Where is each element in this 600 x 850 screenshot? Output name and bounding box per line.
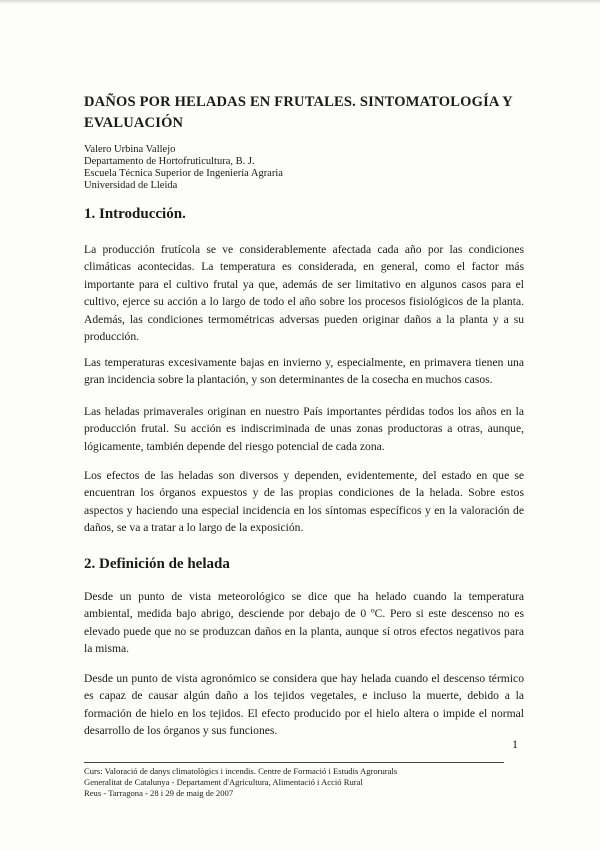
definition-paragraph-2: Desde un punto de vista agronómico se considera que hay helada cuando el descenso térmico es capaz de causar algún daño a los tejidos vegetales, e incluso la muerte, debido a la formación de hielo en los tejidos. El efecto producido por el hielo altera o impide el normal desarrollo de los órganos y sus funciones. [84, 672, 524, 738]
section-heading-introduction: 1. Introducción. [84, 206, 186, 222]
scan-edge [0, 0, 600, 4]
intro-paragraph-3: Las heladas primaverales originan en nuestro País importantes pérdidas todos los años en la producción frutal. Su acción es indiscriminada de unas zonas productoras a otras, aunque, lógicamente, también depende del riesgo potencial de cada zona. [84, 405, 524, 453]
footer-divider [84, 762, 504, 763]
section-heading-definition: 2. Definición de helada [84, 556, 230, 572]
page-number: 1 [512, 737, 518, 751]
intro-paragraph-2: Las temperaturas excesivamente bajas en invierno y, especialmente, en primavera tienen una gran incidencia sobre la plantación, y son determinantes de la cosecha en muchos casos. [84, 356, 524, 387]
author-school: Escuela Técnica Superior de Ingeniería Agraria [84, 168, 283, 179]
document-title: DAÑOS POR HELADAS EN FRUTALES. SINTOMATOLOGÍA Y EVALUACIÓN [84, 94, 513, 131]
author-block [84, 144, 283, 192]
author-name: Valero Urbina Vallejo [84, 144, 176, 155]
footer-location-date-line: Reus - Tarragona - 28 i 29 de maig de 2007 [84, 788, 234, 798]
intro-paragraph-1: La producción frutícola se ve considerablemente afectada cada año por las condiciones climáticas acontecidas. La temperatura es considerada, en general, como el factor más importante para el cultivo frutal ya que, además de ser limitativo en algunos casos para el cultivo, ejerce su acción a lo largo de todo el año sobre los procesos fisiológicos de la planta. Además, las condiciones termométricas adversas pueden originar daños a la planta y a su producción. [84, 243, 524, 344]
footer-course-line: Curs: Valoració de danys climatològics i incendis. Centre de Formació i Estudis Agrorurals [84, 766, 398, 776]
definition-paragraph-1: Desde un punto de vista meteorológico se dice que ha helado cuando la temperatura ambiental, medida bajo abrigo, desciende por debajo de 0 ºC. Pero si este descenso no es elevado puede que no se produzcan daños en la planta, aunque sí otros efectos negativos para la misma. [84, 590, 524, 656]
author-department: Departamento de Hortofruticultura, B. J. [84, 156, 255, 167]
footer [84, 766, 397, 799]
author-university: Universidad de Lleida [84, 180, 178, 191]
intro-paragraph-4: Los efectos de las heladas son diversos y dependen, evidentemente, del estado en que se encuentran los órganos expuestos y de las propias condiciones de la helada. Sobre estos aspectos y haciendo una especial incidencia en los síntomas específicos y en la valoración de daños, se va a tratar a lo largo de la exposición. [84, 469, 524, 535]
footer-institution-line: Generalitat de Catalunya - Departament d'Agricultura, Alimentació i Acció Rural [84, 777, 363, 787]
